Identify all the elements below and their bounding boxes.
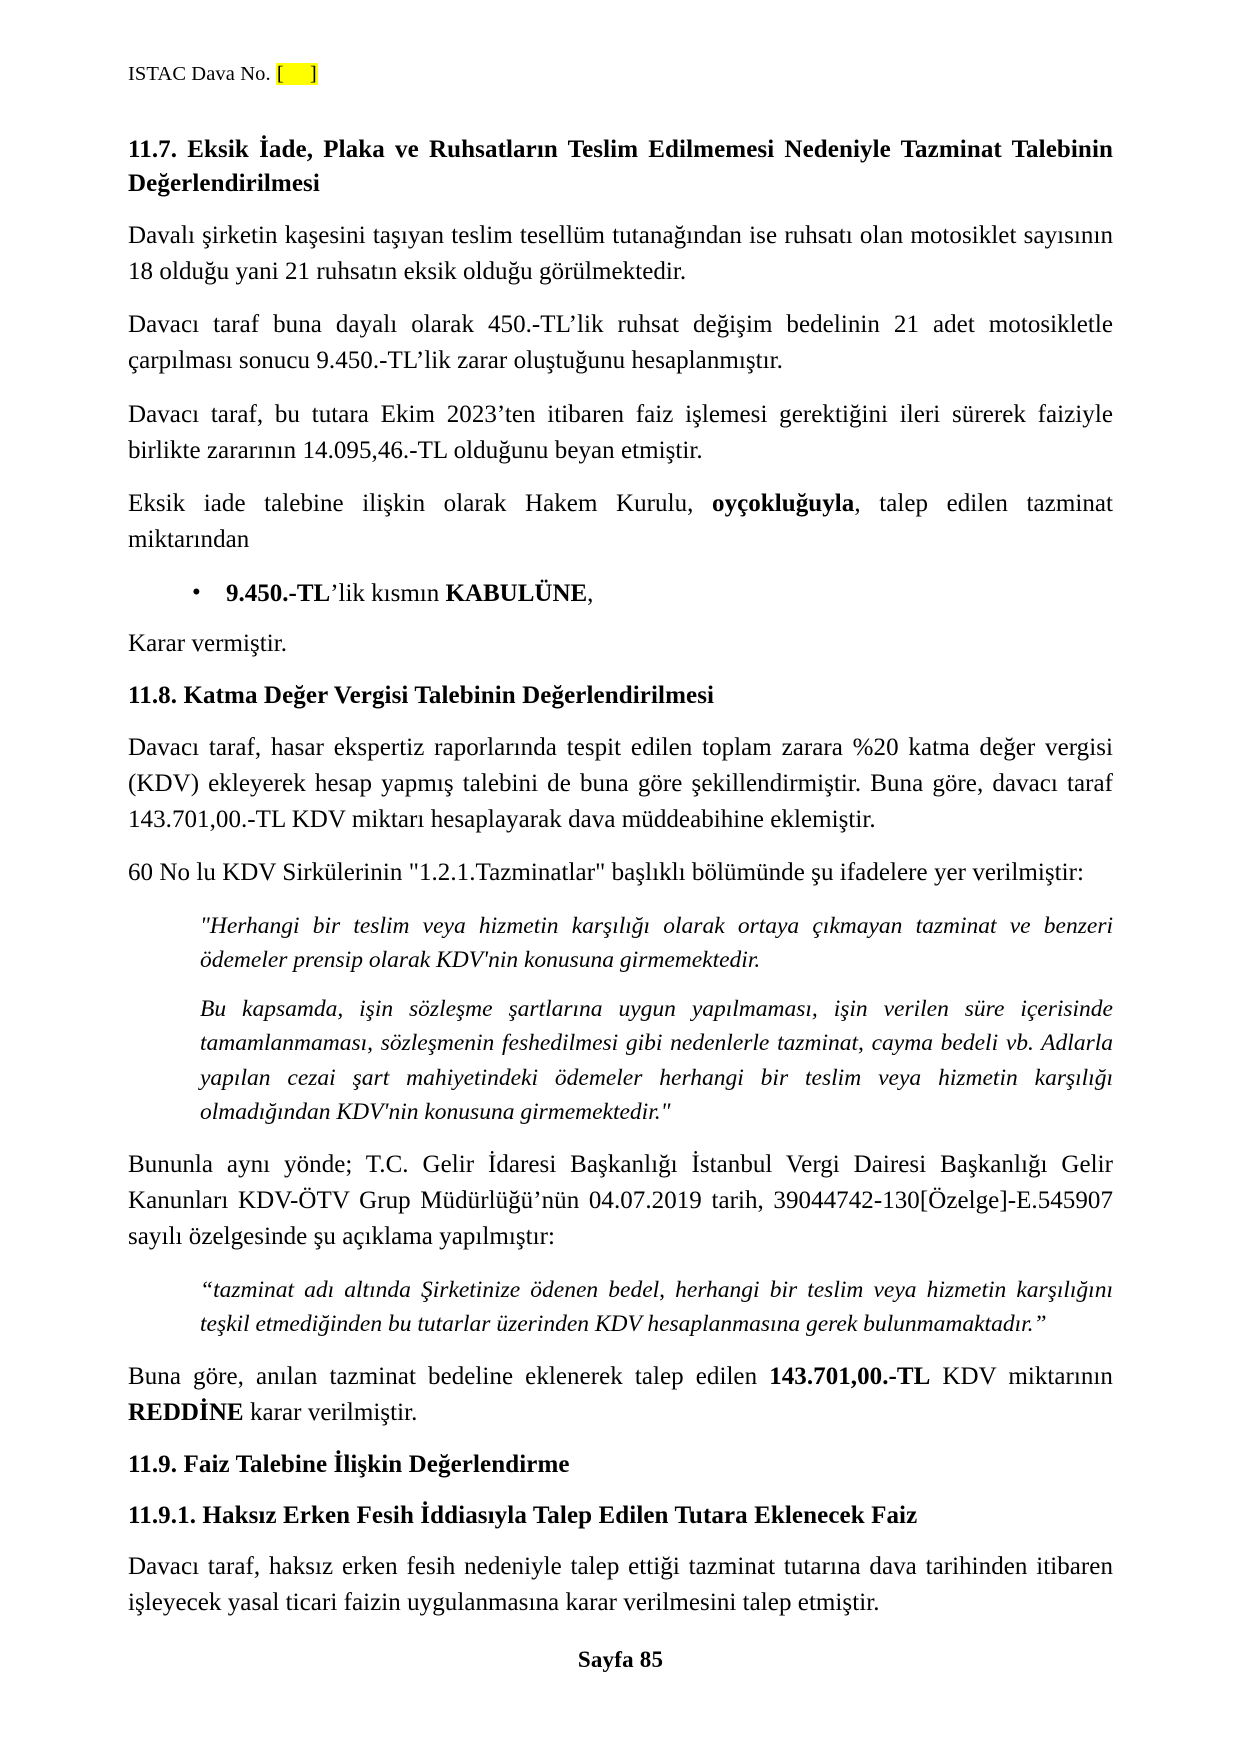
paragraph-11-8-1: Davacı taraf, hasar ekspertiz raporlarında tespit edilen toplam zarara %20 katma değer vergisi (KDV) ekleyerek hesap yapmış talebini de buna göre şekillendirmiştir. Buna göre, davacı taraf 143.701,00.-TL KDV miktarı hesaplayarak dava müddeabihine eklemiştir.: [128, 733, 1113, 834]
majority-emphasis: oyçokluğuyla: [712, 490, 855, 518]
paragraph-11-7-4-part-b: , talep edilen tazminat miktarından: [128, 490, 1114, 554]
page-number-label: Sayfa 85: [577, 1647, 664, 1672]
quote-paragraph: "Herhangi bir teslim veya hizmetin karşılığı olarak ortaya çıkmayan tazminat ve benzeri ödemeler prensip olarak KDV'nin konusuna girmemektedir.: [200, 912, 1113, 974]
bullet-amount: 9.450.-TL: [226, 579, 331, 607]
paragraph-11-8-3: Bununla aynı yönde; T.C. Gelir İdaresi Başkanlığı İstanbul Vergi Dairesi Başkanlığı Gelir Kanunları KDV-ÖTV Grup Müdürlüğü’nün 04.07.2019 tarih, 39044742-130[Özelge]-E.545907 sayılı özelgesinde şu açıklama yapılmıştır:: [128, 1150, 1113, 1251]
case-number-placeholder: [276, 63, 318, 85]
quote-paragraph: Bu kapsamda, işin sözleşme şartlarına uygun yapılmaması, işin verilen süre içerisinde tamamlanmaması, sözleşmenin feshedilmesi gibi nedenlerle tazminat, cayma bedeli vb. Adlarla yapılan cezai şart mahiyetindeki ödemeler herhangi bir teslim veya hizmetin karşılığı olmadığından KDV'nin konusuna girmemektedir.": [200, 995, 1113, 1126]
section-heading-11-9-1: 11.9.1. Haksız Erken Fesih İddiasıyla Talep Edilen Tutara Eklenecek Faiz: [128, 1501, 918, 1529]
paragraph-11-8-4: [128, 1359, 1113, 1432]
list-item: [226, 576, 1113, 612]
paragraph-11-9-1-1: Davacı taraf, haksız erken fesih nedeniyle talep ettiği tazminat tutarına dava tarihinden itibaren işleyecek yasal ticari faizin uygulanmasına karar verilmesini talep etmiştir.: [128, 1553, 1113, 1617]
paragraph-11-7-3: Davacı taraf, bu tutara Ekim 2023’ten itibaren faiz işlemesi gerektiğini ileri sürerek faiziyle birlikte zararının 14.095,46.-TL olduğunu beyan etmiştir.: [128, 400, 1113, 464]
decision-bullet-list: [128, 576, 1113, 612]
document-header: [128, 62, 1113, 87]
quote-block-tax-ruling: [128, 1273, 1113, 1342]
kdv-amount: 143.701,00.-TL: [769, 1362, 931, 1390]
quote-block-kdv-circular: [128, 909, 1113, 1130]
paragraph-11-8-4-part-c: karar verilmiştir.: [243, 1398, 418, 1426]
paragraph-11-7-2: Davacı taraf buna dayalı olarak 450.-TL’lik ruhsat değişim bedelinin 21 adet motosikletle çarpılması sonucu 9.450.-TL’lik zarar oluştuğunu hesaplanmıştır.: [128, 311, 1113, 375]
section-heading-11-7: 11.7. Eksik İade, Plaka ve Ruhsatların Teslim Edilmemesi Nedeniyle Tazminat Talebinin Değerlendirilmesi: [128, 135, 1113, 198]
case-number-label: ISTAC Dava No.: [128, 63, 271, 85]
paragraph-11-7-4: [128, 486, 1113, 559]
paragraph-11-8-2: 60 No lu KDV Sirkülerinin "1.2.1.Tazminatlar" başlıklı bölümünde şu ifadelere yer verilmiştir:: [128, 859, 1085, 887]
bullet-decision-word: KABULÜNE: [445, 579, 588, 607]
paragraph-11-7-4-part-a: Eksik iade talebine ilişkin olarak Hakem Kurulu,: [128, 490, 713, 518]
paragraph-11-7-1: Davalı şirketin kaşesini taşıyan teslim tesellüm tutanağından ise ruhsatı olan motosiklet sayısının 18 olduğu yani 21 ruhsatın eksik olduğu görülmektedir.: [128, 221, 1113, 285]
paragraph-11-7-5: Karar vermiştir.: [128, 629, 288, 657]
bullet-end-punctuation: ,: [587, 579, 594, 607]
paragraph-11-8-4-part-a: Buna göre, anılan tazminat bedeline eklenerek talep edilen: [128, 1362, 770, 1390]
quote-paragraph: “tazminat adı altında Şirketinize ödenen bedel, herhangi bir teslim veya hizmetin karşılığını teşkil etmediğinden bu tutarlar üzerinden KDV hesaplanmasına gerek bulunmamaktadır.”: [200, 1276, 1113, 1338]
bullet-middle-text: ’lik kısmın: [330, 579, 446, 607]
page-footer: [0, 1647, 1241, 1673]
paragraph-11-8-4-part-b: KDV miktarının: [930, 1362, 1113, 1390]
section-heading-11-9: 11.9. Faiz Talebine İlişkin Değerlendirme: [128, 1451, 570, 1479]
section-heading-11-8: 11.8. Katma Değer Vergisi Talebinin Değerlendirilmesi: [128, 682, 715, 710]
bracket-open: [: [276, 63, 284, 85]
bracket-close: ]: [309, 63, 317, 85]
rejection-decision-word: REDDİNE: [128, 1398, 244, 1426]
